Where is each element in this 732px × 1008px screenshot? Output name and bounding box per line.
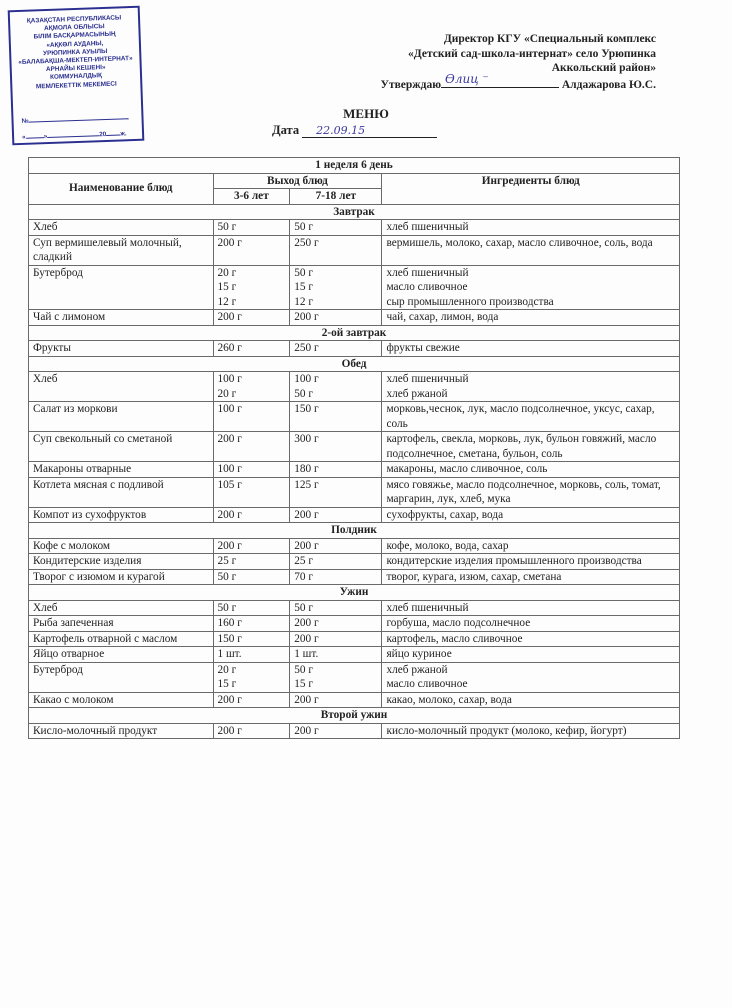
- yield-7-18-line: 1 шт.: [294, 648, 319, 660]
- yield-7-18: [290, 507, 382, 523]
- yield-7-18-line: 200 г: [294, 508, 319, 521]
- yield-7-18-line: 200 г: [294, 632, 319, 645]
- approval-line-3: Аккольский район»: [551, 62, 656, 74]
- yield-3-6-line: 200 г: [217, 539, 242, 552]
- yield-7-18: [290, 554, 382, 570]
- yield-3-6-line: 1 шт.: [217, 648, 242, 660]
- yield-7-18-line: 250 г: [294, 236, 319, 249]
- dish-name: Котлета мясная с подливой: [29, 477, 214, 507]
- yield-7-18: [290, 692, 382, 708]
- ingredients-header: Ингредиенты блюд: [382, 173, 680, 204]
- yield-3-6: [213, 554, 290, 570]
- yield-3-6: [213, 569, 290, 585]
- yield-3-6-line: 200 г: [217, 693, 242, 706]
- stamp-date-open: «: [22, 133, 26, 141]
- yield-3-6: [213, 235, 290, 265]
- yield-7-18-line: 50 г: [294, 221, 313, 233]
- yield-3-6: [213, 477, 290, 507]
- yield-3-6: [213, 265, 290, 310]
- stamp-line: АҚМОЛА ОБЛЫСЫ: [43, 23, 105, 33]
- ingredients-line: кондитерские изделия промышленного производства: [386, 555, 642, 567]
- official-stamp: [8, 6, 145, 146]
- yield-7-18: [290, 235, 382, 265]
- meal-section-header: [29, 356, 680, 372]
- yield-7-18-line: 50 г: [294, 387, 313, 400]
- meal-section-title: Обед: [29, 356, 680, 372]
- yield-3-6-line: 200 г: [217, 236, 242, 249]
- yield-3-6-line: 100 г: [217, 373, 242, 385]
- yield-7-18-line: 150 г: [294, 403, 319, 415]
- dish-name: Компот из сухофруктов: [29, 507, 214, 523]
- week-day-header: 1 неделя 6 день: [29, 158, 680, 174]
- yield-7-18: [290, 477, 382, 507]
- ingredients-line: хлеб ржаной: [386, 387, 448, 400]
- yield-3-6-line: 50 г: [217, 570, 237, 583]
- yield-7-18: [290, 600, 382, 616]
- signer-name: Алдажарова Ю.С.: [561, 78, 656, 91]
- stamp-line: УРЮПИНКА АУЫЛЫ: [42, 47, 108, 57]
- ingredients-line: макароны, масло сливочное, соль: [386, 463, 548, 475]
- yield-3-6-line: 20 г: [217, 663, 237, 676]
- table-row: [29, 310, 680, 326]
- dish-name: Картофель отварной с маслом: [29, 631, 214, 647]
- yield-7-18-line: 300 г: [294, 433, 319, 445]
- yield-7-18-line: 200 г: [294, 539, 319, 552]
- date-label: Дата: [272, 123, 300, 137]
- stamp-date-suffix: ж.: [120, 130, 127, 138]
- table-row: [29, 372, 680, 402]
- approve-label: Утверждаю: [380, 78, 441, 91]
- ingredients: [382, 235, 680, 265]
- ingredients: [382, 723, 680, 739]
- yield-3-6: [213, 662, 290, 692]
- table-row: [29, 554, 680, 570]
- ingredients: [382, 554, 680, 570]
- yield-3-6-line: 200 г: [217, 508, 242, 521]
- yield-7-18-line: 200 г: [294, 617, 319, 629]
- yield-3-6-line: 200 г: [217, 724, 242, 737]
- table-row: [29, 235, 680, 265]
- yield-7-18-line: 50 г: [294, 266, 313, 279]
- yield-7-18-line: 25 г: [294, 555, 313, 567]
- approval-line-1: Директор КГУ «Специальный комплекс: [443, 33, 656, 45]
- yield-7-18: [290, 432, 382, 462]
- yield-7-18: [290, 220, 382, 236]
- dish-header: Наименование блюд: [29, 173, 214, 204]
- yield-3-6: [213, 372, 290, 402]
- ingredients-line: картофель, масло сливочное: [386, 632, 523, 645]
- yield-7-18-line: 15 г: [294, 281, 313, 293]
- yield-3-6: [213, 341, 290, 357]
- yield-3-6: [213, 462, 290, 478]
- yield-7-18-line: 50 г: [294, 663, 313, 676]
- yield-3-6-line: 150 г: [217, 632, 242, 645]
- date-value: 22.09.15: [302, 124, 437, 138]
- dish-name: Фрукты: [29, 341, 214, 357]
- table-row: [29, 662, 680, 692]
- ingredients-line: хлеб пшеничный: [386, 266, 469, 279]
- table-row: [29, 507, 680, 523]
- table-row: [29, 462, 680, 478]
- stamp-date-close: »: [43, 133, 48, 141]
- ingredients-line: кофе, молоко, вода, сахар: [386, 539, 509, 552]
- ingredients: [382, 402, 680, 432]
- stamp-text: [10, 14, 140, 92]
- yield-3-6: [213, 310, 290, 326]
- ingredients-line: сухофрукты, сахар, вода: [386, 508, 504, 521]
- dish-name: Какао с молоком: [29, 692, 214, 708]
- signature: Ѳлиц ⁻: [445, 71, 489, 86]
- ingredients-line: мясо говяжье, масло подсолнечное, морковь, соль, томат, маргарин, лук, хлеб, мука: [386, 478, 661, 505]
- ingredients: [382, 372, 680, 402]
- dish-name: Яйцо отварное: [29, 647, 214, 663]
- dish-name: Кофе с молоком: [29, 538, 214, 554]
- yield-3-6: [213, 600, 290, 616]
- yield-3-6-line: 100 г: [217, 403, 242, 415]
- table-row: [29, 723, 680, 739]
- menu-body: [29, 204, 680, 739]
- ingredients: [382, 462, 680, 478]
- yield-3-6-line: 20 г: [217, 266, 237, 279]
- yield-3-6: [213, 616, 290, 632]
- ingredients-line: яйцо куриное: [386, 648, 452, 660]
- yield-3-6-line: 100 г: [217, 463, 242, 475]
- stamp-date-year: 20: [99, 130, 107, 139]
- meal-section-title: Полдник: [29, 523, 680, 539]
- table-row: [29, 265, 680, 310]
- ingredients-line: творог, курага, изюм, сахар, сметана: [386, 570, 562, 583]
- stamp-line: МЕМЛЕКЕТТІК МЕКЕМЕСІ: [35, 80, 117, 91]
- yield-3-6-line: 25 г: [217, 555, 237, 567]
- stamp-line: БІЛІМ БАСҚАРМАСЫНЫҢ: [33, 31, 116, 41]
- yield-3-6-line: 15 г: [217, 281, 237, 293]
- ingredients-line: хлеб пшеничный: [386, 373, 469, 385]
- yield-7-18: [290, 462, 382, 478]
- yield-7-18: [290, 631, 382, 647]
- ingredients-line: масло сливочное: [386, 678, 468, 690]
- dish-name: Бутерброд: [29, 265, 214, 310]
- yield-3-6: [213, 538, 290, 554]
- yield-7-18-line: 15 г: [294, 678, 313, 690]
- yield-7-18: [290, 372, 382, 402]
- yield-7-18-line: 100 г: [294, 373, 319, 385]
- age-7-18-header: 7-18 лет: [290, 189, 382, 205]
- yield-7-18: [290, 310, 382, 326]
- ingredients: [382, 569, 680, 585]
- dish-name: Макароны отварные: [29, 462, 214, 478]
- yield-3-6: [213, 647, 290, 663]
- ingredients: [382, 538, 680, 554]
- yield-7-18: [290, 538, 382, 554]
- meal-section-title: 2-ой завтрак: [29, 325, 680, 341]
- table-row: [29, 692, 680, 708]
- table-row: [29, 647, 680, 663]
- ingredients: [382, 310, 680, 326]
- dish-name: Салат из моркови: [29, 402, 214, 432]
- yield-7-18: [290, 569, 382, 585]
- dish-name: Рыба запеченная: [29, 616, 214, 632]
- ingredients: [382, 341, 680, 357]
- table-row: [29, 432, 680, 462]
- meal-section-title: Завтрак: [29, 204, 680, 220]
- yield-3-6-line: 15 г: [217, 678, 237, 690]
- meal-section-header: [29, 523, 680, 539]
- ingredients: [382, 631, 680, 647]
- ingredients-line: хлеб пшеничный: [386, 221, 469, 233]
- ingredients: [382, 647, 680, 663]
- stamp-line: «АҚКӨЛ АУДАНЫ,: [46, 39, 104, 49]
- table-row: [29, 402, 680, 432]
- approval-line-2: «Детский сад-школа-интернат» село Урюпинка: [408, 47, 656, 60]
- yield-7-18-line: 125 г: [294, 478, 319, 491]
- ingredients-line: хлеб пшеничный: [386, 601, 469, 614]
- ingredients-line: хлеб ржаной: [386, 663, 448, 676]
- dish-name: Чай с лимоном: [29, 310, 214, 326]
- table-row: [29, 220, 680, 236]
- yield-3-6-line: 50 г: [217, 601, 237, 614]
- dish-name: Хлеб: [29, 372, 214, 402]
- ingredients-line: чай, сахар, лимон, вода: [386, 311, 499, 323]
- dish-name: Кисло-молочный продукт: [29, 723, 214, 739]
- yield-3-6: [213, 507, 290, 523]
- meal-section-header: [29, 708, 680, 724]
- ingredients-line: кисло-молочный продукт (молоко, кефир, йогурт): [386, 724, 627, 737]
- ingredients-line: фрукты свежие: [386, 342, 460, 354]
- meal-section-header: [29, 325, 680, 341]
- ingredients-line: сыр промышленного производства: [386, 295, 554, 308]
- yield-7-18-line: 180 г: [294, 463, 319, 475]
- stamp-line: «БАЛАБАҚША-МЕКТЕП-ИНТЕРНАТ»: [18, 55, 133, 67]
- yield-7-18: [290, 341, 382, 357]
- meal-section-title: Второй ужин: [29, 708, 680, 724]
- yield-7-18-line: 250 г: [294, 342, 319, 354]
- dish-name: Бутерброд: [29, 662, 214, 692]
- stamp-line: ҚАЗАҚСТАН РЕСПУБЛИКАСЫ: [26, 14, 122, 25]
- menu-table: [28, 157, 680, 739]
- ingredients-line: масло сливочное: [386, 281, 468, 293]
- meal-section-title: Ужин: [29, 585, 680, 601]
- ingredients: [382, 662, 680, 692]
- yield-7-18: [290, 616, 382, 632]
- yield-3-6: [213, 220, 290, 236]
- age-3-6-header: 3-6 лет: [213, 189, 290, 205]
- signature-line: [441, 71, 559, 88]
- ingredients-line: морковь,чеснок, лук, масло подсолнечное, уксус, сахар, соль: [386, 403, 655, 430]
- yield-7-18: [290, 662, 382, 692]
- yield-7-18-line: 50 г: [294, 601, 313, 614]
- yield-7-18-line: 200 г: [294, 724, 319, 737]
- ingredients: [382, 507, 680, 523]
- yield-3-6-line: 200 г: [217, 433, 242, 445]
- yield-3-6: [213, 723, 290, 739]
- ingredients: [382, 692, 680, 708]
- yield-7-18: [290, 723, 382, 739]
- stamp-line: АРНАЙЫ КЕШЕНІ»: [45, 64, 106, 74]
- yield-3-6-line: 20 г: [217, 387, 237, 400]
- yield-7-18: [290, 265, 382, 310]
- ingredients-line: какао, молоко, сахар, вода: [386, 693, 512, 706]
- menu-title: МЕНЮ: [343, 106, 389, 121]
- ingredients: [382, 432, 680, 462]
- ingredients: [382, 265, 680, 310]
- yield-3-6-line: 260 г: [217, 342, 242, 354]
- approval-signature-row: [380, 71, 657, 93]
- ingredients-line: горбуша, масло подсолнечное: [386, 617, 531, 629]
- table-row: [29, 477, 680, 507]
- ingredients: [382, 220, 680, 236]
- dish-name: Суп свекольный со сметаной: [29, 432, 214, 462]
- dish-name: Хлеб: [29, 600, 214, 616]
- stamp-line: КОММУНАЛДЫҚ: [49, 72, 103, 82]
- yield-3-6-line: 200 г: [217, 311, 242, 323]
- dish-name: Творог с изюмом и курагой: [29, 569, 214, 585]
- ingredients: [382, 600, 680, 616]
- table-row: [29, 616, 680, 632]
- ingredients: [382, 616, 680, 632]
- ingredients-line: картофель, свекла, морковь, лук, бульон говяжий, масло подсолнечное, сметана, бульон, соль: [386, 433, 657, 460]
- yield-3-6: [213, 631, 290, 647]
- yield-3-6: [213, 432, 290, 462]
- meal-section-header: [29, 585, 680, 601]
- date-row: [272, 123, 437, 138]
- yield-7-18: [290, 402, 382, 432]
- yield-3-6: [213, 402, 290, 432]
- ingredients-line: вермишель, молоко, сахар, масло сливочное, соль, вода: [386, 236, 653, 249]
- dish-name: Суп вермишелевый молочный, сладкий: [29, 235, 214, 265]
- stamp-date-line: [22, 130, 136, 142]
- yield-header: Выход блюд: [213, 173, 382, 189]
- table-row: [29, 600, 680, 616]
- yield-7-18-line: 70 г: [294, 570, 313, 583]
- meal-section-header: [29, 204, 680, 220]
- table-row: [29, 341, 680, 357]
- yield-7-18-line: 200 г: [294, 693, 319, 706]
- yield-3-6-line: 160 г: [217, 617, 242, 629]
- table-row: [29, 631, 680, 647]
- ingredients: [382, 477, 680, 507]
- yield-7-18-line: 200 г: [294, 311, 319, 323]
- approval-block: [381, 32, 657, 92]
- dish-name: Хлеб: [29, 220, 214, 236]
- yield-3-6-line: 105 г: [217, 478, 242, 491]
- yield-3-6-line: 50 г: [217, 221, 237, 233]
- dish-name: Кондитерские изделия: [29, 554, 214, 570]
- yield-3-6: [213, 692, 290, 708]
- yield-3-6-line: 12 г: [217, 295, 237, 308]
- stamp-number-label: №: [21, 117, 29, 125]
- table-row: [29, 569, 680, 585]
- yield-7-18-line: 12 г: [294, 295, 313, 308]
- yield-7-18: [290, 647, 382, 663]
- table-row: [29, 538, 680, 554]
